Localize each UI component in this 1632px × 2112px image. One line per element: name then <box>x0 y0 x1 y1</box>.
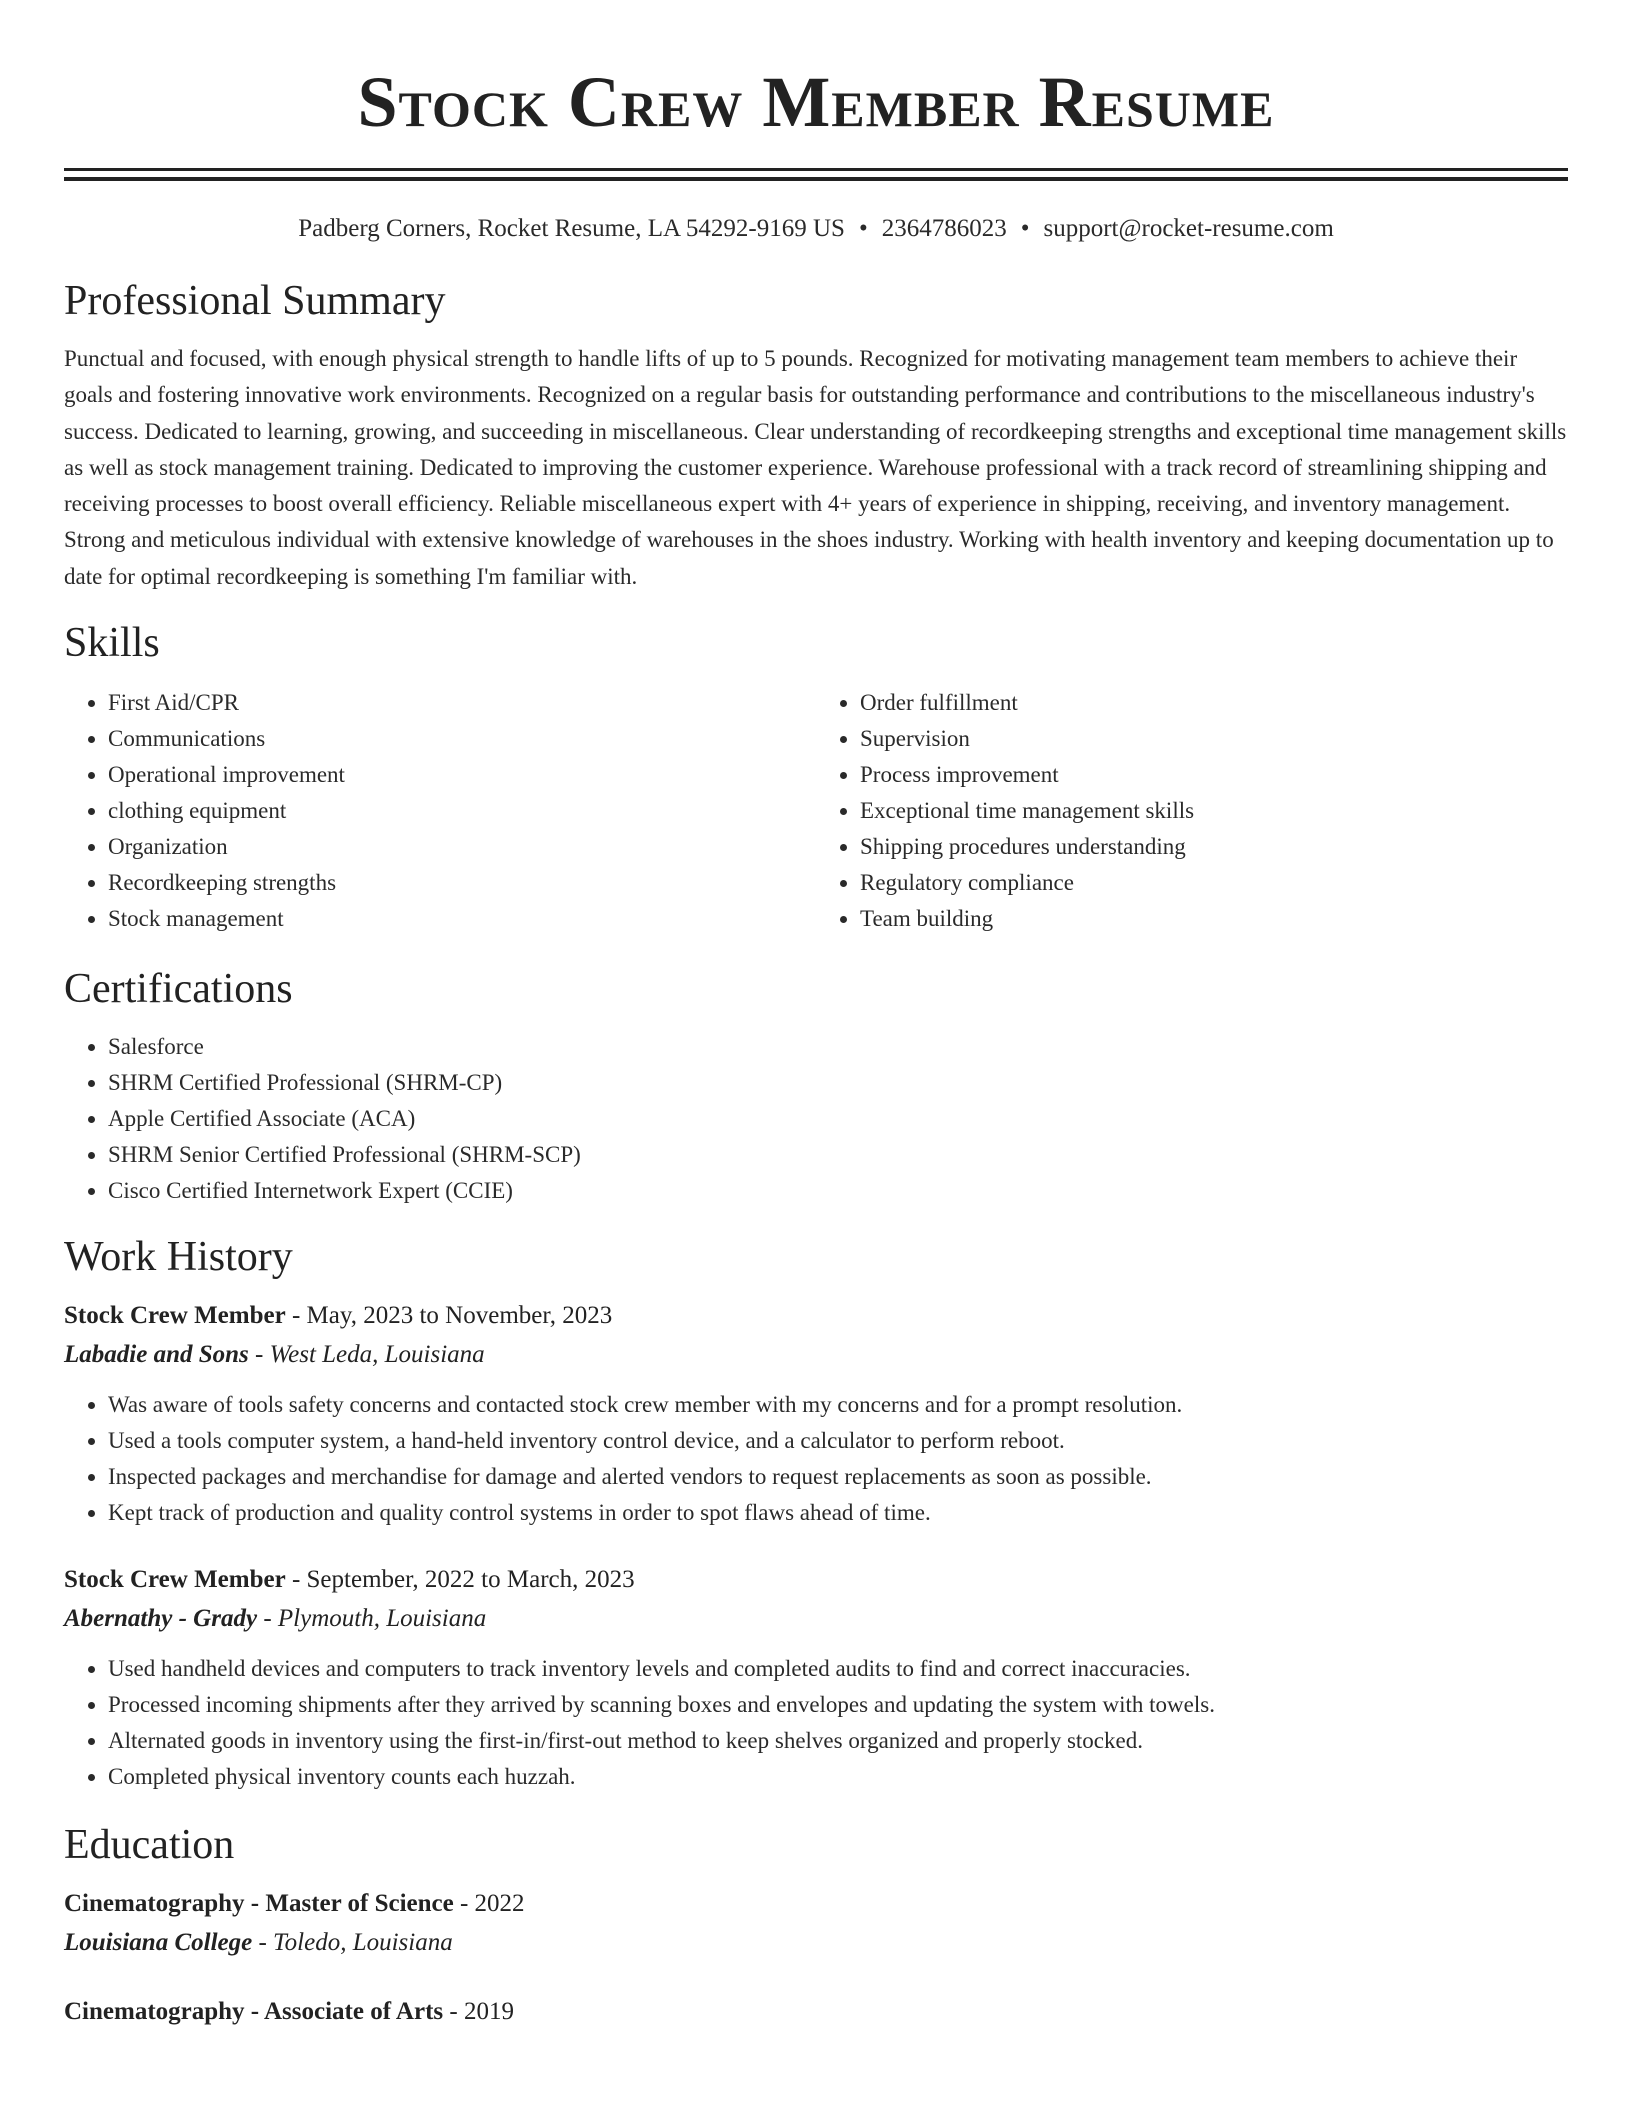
job-bullet: • Alternated goods in inventory using the first-in/first-out method to keep shelves organized and properly stocked. <box>108 1723 1568 1759</box>
education-entry <box>64 1993 1568 2031</box>
skill-item: • Recordkeeping strengths <box>108 865 816 901</box>
job-bullets <box>64 1387 1568 1531</box>
job-bullet: • Inspected packages and merchandise for damage and alerted vendors to request replacements as soon as possible. <box>108 1459 1568 1495</box>
resume-title: Stock Crew Member Resume <box>357 62 1275 142</box>
job-title-line <box>64 1297 1568 1335</box>
contact-line <box>64 213 1568 245</box>
certification-item: • Salesforce <box>108 1029 1568 1065</box>
skills-columns <box>64 685 1568 937</box>
job-location: - West Leda, Louisiana <box>248 1341 485 1369</box>
education-school: Louisiana College <box>64 1929 253 1957</box>
job-entry <box>64 1561 1568 1795</box>
work-history-heading: Work History <box>64 1234 293 1281</box>
job-bullet: • Kept track of production and quality control systems in order to spot flaws ahead of time. <box>108 1495 1568 1531</box>
job-bullet: • Completed physical inventory counts each huzzah. <box>108 1759 1568 1795</box>
education-year: - 2022 <box>453 1890 525 1918</box>
summary-text: Punctual and focused, with enough physical strength to handle lifts of up to 5 pounds. Recognized for motivating management team members to achieve their goals and fostering innovative work environments. Recognized on a regular basis for outstanding performance and contributions to the miscellaneous industry's success. Dedicated to learning, growing, and succeeding in miscellaneous. Clear understanding of recordkeeping strengths and exceptional time management skills as well as stock management training. Dedicated to improving the customer experience. Warehouse professional with a track record of streamlining shipping and receiving processes to boost overall efficiency. Reliable miscellaneous expert with 4+ years of experience in shipping, receiving, and inventory management. Strong and meticulous individual with extensive knowledge of warehouses in the shoes industry. Working with health inventory and keeping documentation up to date for optimal recordkeeping is something I'm familiar with. <box>64 346 1567 589</box>
contact-separator: • <box>858 215 868 242</box>
contact-separator: • <box>1020 215 1030 242</box>
job-title-line <box>64 1561 1568 1599</box>
skill-item: • Stock management <box>108 901 816 937</box>
education-year: - 2019 <box>443 1998 514 2026</box>
education-degree-line <box>64 1885 1568 1923</box>
skill-item: • First Aid/CPR <box>108 685 816 721</box>
certifications-heading: Certifications <box>64 966 293 1013</box>
job-dates: - May, 2023 to November, 2023 <box>285 1302 613 1330</box>
skill-item: • Operational improvement <box>108 757 816 793</box>
job-bullet: • Was aware of tools safety concerns and contacted stock crew member with my concerns and for a prompt resolution. <box>108 1387 1568 1423</box>
job-bullets <box>64 1651 1568 1795</box>
skill-item: • Supervision <box>860 721 1568 757</box>
skill-item: • Organization <box>108 829 816 865</box>
summary-heading: Professional Summary <box>64 278 446 324</box>
education-school-line <box>64 1923 1568 1963</box>
skills-list-right <box>816 685 1568 937</box>
skill-item: • Shipping procedures understanding <box>860 829 1568 865</box>
certification-item: • SHRM Senior Certified Professional (SHRM-SCP) <box>108 1137 1568 1173</box>
job-company: Abernathy - Grady <box>64 1605 258 1633</box>
job-company-line <box>64 1335 1568 1375</box>
certification-item: • SHRM Certified Professional (SHRM-CP) <box>108 1065 1568 1101</box>
certifications-list <box>64 1029 1568 1209</box>
job-dates: - September, 2022 to March, 2023 <box>285 1566 635 1594</box>
job-title: Stock Crew Member <box>64 1566 286 1594</box>
contact-address: Padberg Corners, Rocket Resume, LA 54292-9169 US <box>298 215 845 242</box>
job-company-line <box>64 1599 1568 1639</box>
certification-item: • Apple Certified Associate (ACA) <box>108 1101 1568 1137</box>
job-bullet: • Processed incoming shipments after they arrived by scanning boxes and envelopes and updating the system with towels. <box>108 1687 1568 1723</box>
contact-email: support@rocket-resume.com <box>1043 215 1334 242</box>
skill-item: • Regulatory compliance <box>860 865 1568 901</box>
title-divider-top <box>64 168 1568 171</box>
education-entry <box>64 1885 1568 1963</box>
skill-item: • Team building <box>860 901 1568 937</box>
education-location: - Toledo, Louisiana <box>252 1929 453 1957</box>
skill-item: • Process improvement <box>860 757 1568 793</box>
skill-item: • Order fulfillment <box>860 685 1568 721</box>
job-title: Stock Crew Member <box>64 1302 286 1330</box>
job-bullet: • Used a tools computer system, a hand-held inventory control device, and a calculator to perform reboot. <box>108 1423 1568 1459</box>
certification-item: • Cisco Certified Internetwork Expert (CCIE) <box>108 1173 1568 1209</box>
skill-item: • Exceptional time management skills <box>860 793 1568 829</box>
education-degree: Cinematography - Master of Science <box>64 1890 454 1918</box>
education-degree: Cinematography - Associate of Arts <box>64 1998 444 2026</box>
job-entry <box>64 1297 1568 1531</box>
resume-page <box>64 0 1568 2031</box>
contact-phone: 2364786023 <box>881 215 1007 242</box>
skill-item: • clothing equipment <box>108 793 816 829</box>
skill-item: • Communications <box>108 721 816 757</box>
job-company: Labadie and Sons <box>64 1341 249 1369</box>
skills-heading: Skills <box>64 620 160 667</box>
education-degree-line <box>64 1993 1568 2031</box>
job-location: - Plymouth, Louisiana <box>257 1605 487 1633</box>
skills-list-left <box>64 685 816 937</box>
education-heading: Education <box>64 1822 235 1869</box>
title-divider-bottom <box>64 177 1568 181</box>
job-bullet: • Used handheld devices and computers to track inventory levels and completed audits to find and correct inaccuracies. <box>108 1651 1568 1687</box>
